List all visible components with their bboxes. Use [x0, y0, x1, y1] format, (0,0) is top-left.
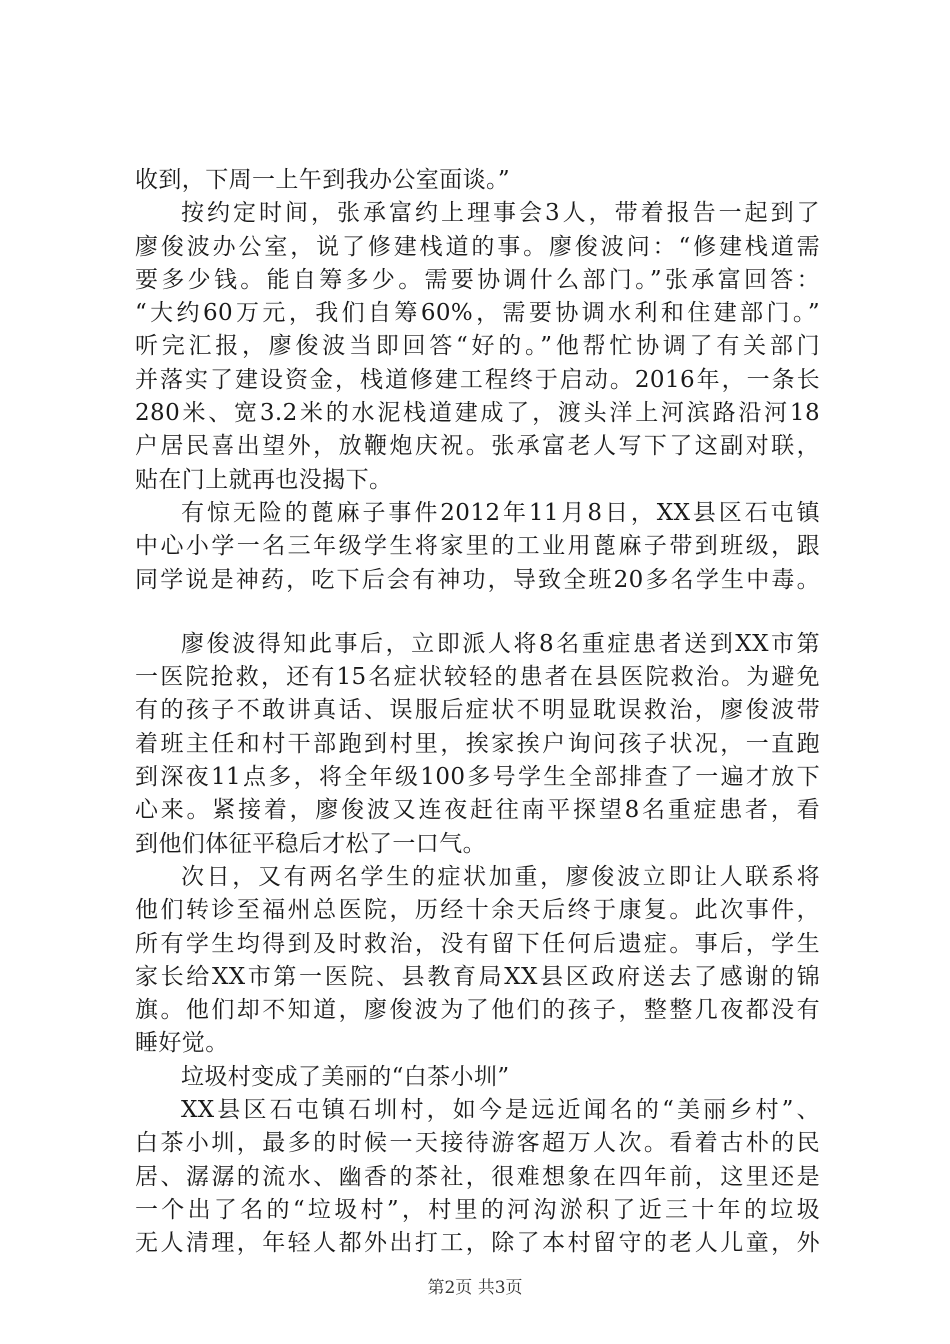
- text-line: 有惊无险的蓖麻子事件2012年11月8日，XX县区石屯镇: [181, 499, 820, 526]
- text-line: 一医院抢救，还有15名症状较轻的患者在县医院救治。为避免: [135, 664, 820, 691]
- section-heading: 垃圾村变成了美丽的“白茶小圳”: [181, 1063, 510, 1090]
- text-line: 白茶小圳，最多的时候一天接待游客超万人次。看着古朴的民: [135, 1130, 820, 1157]
- text-line: 到深夜11点多，将全年级100多号学生全部排查了一遍才放下: [135, 764, 820, 791]
- text-line: 听完汇报，廖俊波当即回答“好的。”他帮忙协调了有关部门: [135, 333, 820, 360]
- text-line: “大约60万元，我们自筹60%，需要协调水利和住建部门。”: [135, 300, 820, 327]
- paragraph-gap: [135, 597, 820, 628]
- text-line: 廖俊波办公室，说了修建栈道的事。廖俊波问：“修建栈道需: [135, 233, 820, 260]
- text-line: 睡好觉。: [135, 1030, 229, 1057]
- text-line: 所有学生均得到及时救治，没有留下任何后遗症。事后，学生: [135, 930, 820, 957]
- text-line: 户居民喜出望外，放鞭炮庆祝。张承富老人写下了这副对联，: [135, 433, 820, 460]
- text-line: 一个出了名的“垃圾村”，村里的河沟淤积了近三十年的垃圾: [135, 1196, 820, 1223]
- text-line: 同学说是神药，吃下后会有神功，导致全班20多名学生中毒。: [135, 566, 820, 593]
- text-line: 到他们体征平稳后才松了一口气。: [135, 830, 486, 857]
- text-line: 要多少钱。能自筹多少。需要协调什么部门。”张承富回答：: [135, 266, 820, 293]
- text-line: 收到，下周一上午到我办公室面谈。”: [135, 167, 511, 193]
- text-line: 中心小学一名三年级学生将家里的工业用蓖麻子带到班级，跟: [135, 533, 820, 560]
- text-line: 无人清理，年轻人都外出打工，除了本村留守的老人儿童，外: [135, 1230, 820, 1257]
- text-line: XX县区石屯镇石圳村，如今是远近闻名的“美丽乡村”、: [181, 1097, 820, 1124]
- text-line: 居、潺潺的流水、幽香的茶社，很难想象在四年前，这里还是: [135, 1163, 820, 1190]
- text-line: 心来。紧接着，廖俊波又连夜赶往南平探望8名重症患者，看: [135, 797, 820, 824]
- text-line: 家长给XX市第一医院、县教育局XX县区政府送去了感谢的锦: [135, 963, 820, 990]
- page-footer: [0, 1277, 950, 1299]
- text-line: 着班主任和村干部跑到村里，挨家挨户询问孩子状况，一直跑: [135, 730, 820, 757]
- text-line: 旗。他们却不知道，廖俊波为了他们的孩子，整整几夜都没有: [135, 997, 820, 1024]
- text-line: 他们转诊至福州总医院，历经十余天后终于康复。此次事件，: [135, 897, 820, 924]
- article-body: [135, 164, 820, 1261]
- text-line: 次日，又有两名学生的症状加重，廖俊波立即让人联系将: [181, 863, 820, 890]
- text-line: 贴在门上就再也没揭下。: [135, 466, 393, 493]
- page-number: 第2页 共3页: [427, 1278, 523, 1298]
- text-line: 按约定时间，张承富约上理事会3人，带着报告一起到了: [181, 200, 820, 227]
- text-line: 280米、宽3.2米的水泥栈道建成了，渡头洋上河滨路沿河18: [135, 400, 820, 427]
- text-line: 廖俊波得知此事后，立即派人将8名重症患者送到XX市第: [181, 630, 820, 657]
- text-line: 有的孩子不敢讲真话、误服后症状不明显耽误救治，廖俊波带: [135, 697, 820, 724]
- text-line: 并落实了建设资金，栈道修建工程终于启动。2016年，一条长: [135, 366, 820, 393]
